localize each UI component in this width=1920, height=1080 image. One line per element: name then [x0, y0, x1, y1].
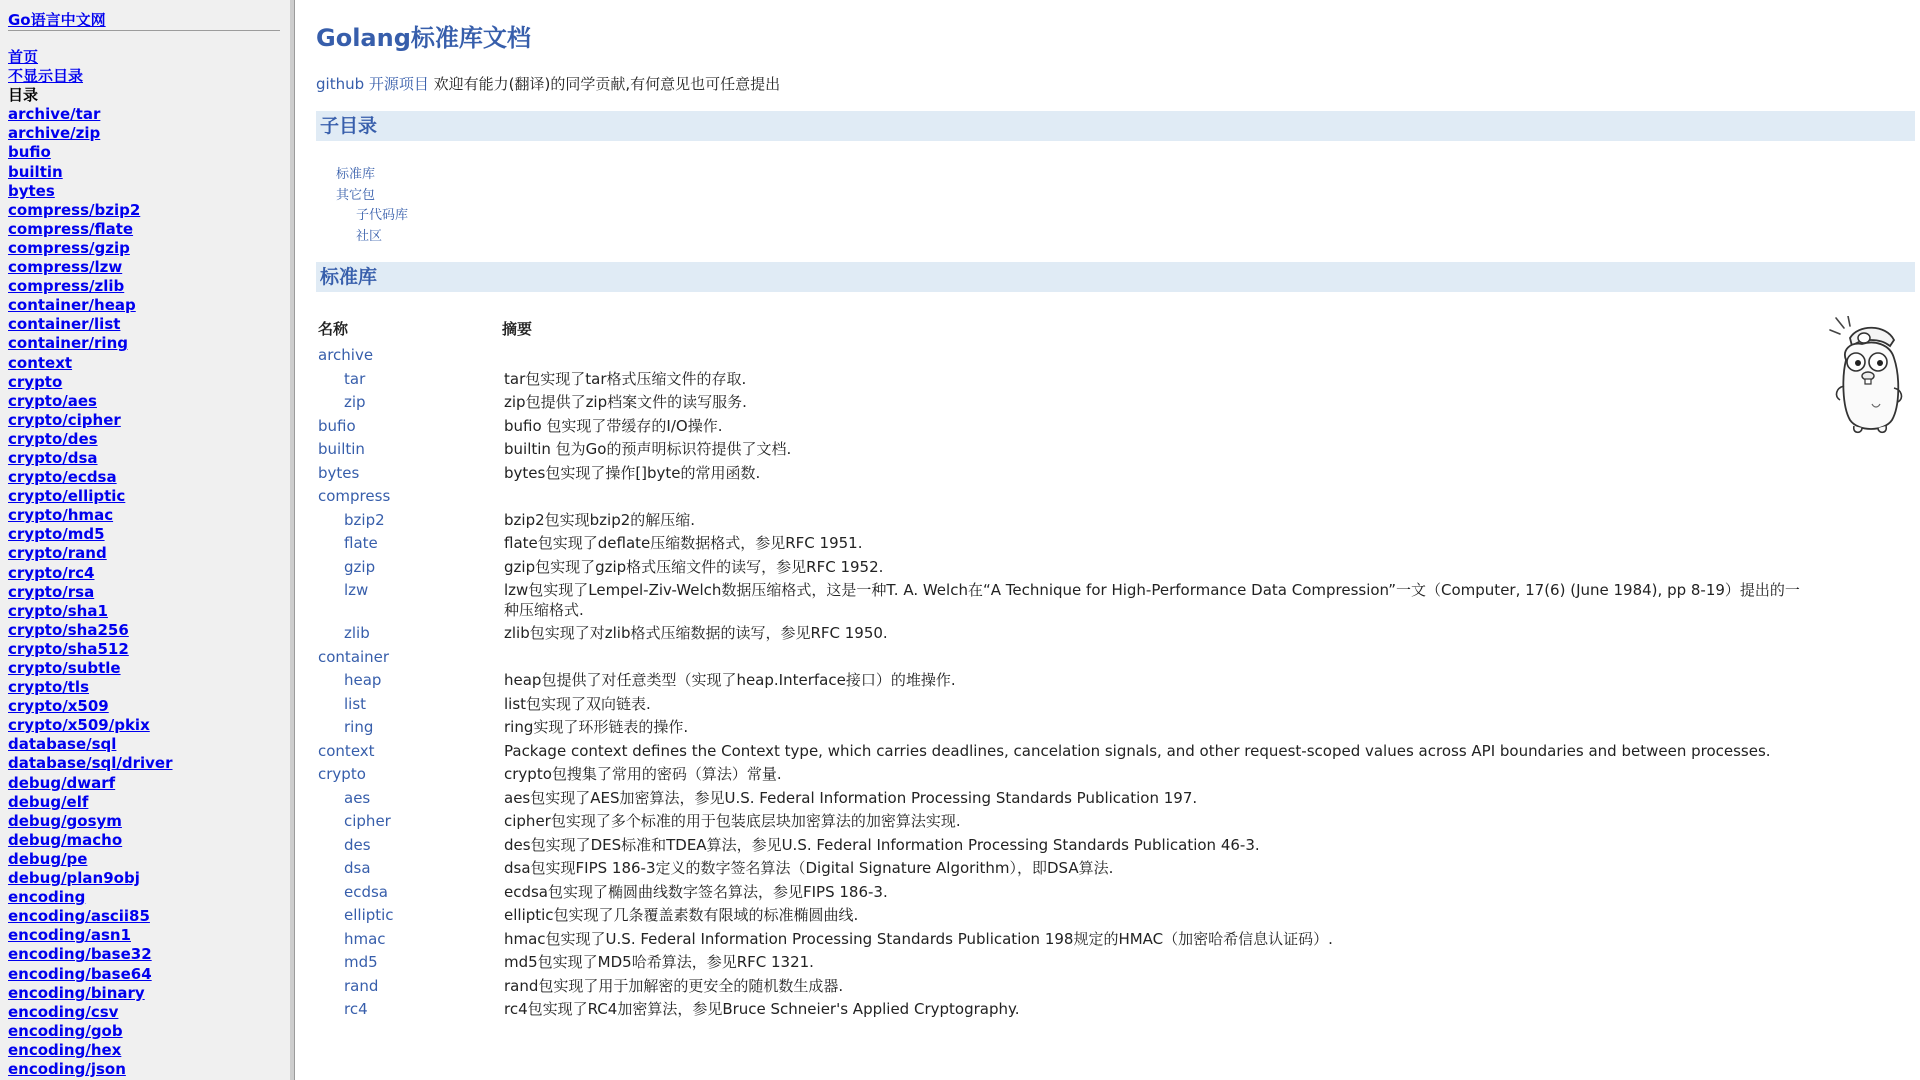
sidebar	[0, 0, 290, 1080]
toc-link[interactable]: 子代码库	[356, 208, 409, 223]
package-name-cell	[316, 741, 500, 765]
package-synopsis-cell: builtin 包为Go的预声明标识符提供了文档.	[504, 440, 792, 458]
sidebar-nav-item	[8, 907, 173, 926]
package-link[interactable]: elliptic	[344, 906, 394, 924]
package-name-cell	[316, 811, 500, 835]
sidebar-link[interactable]: compress/gzip	[8, 238, 130, 257]
package-link[interactable]: builtin	[318, 440, 365, 458]
package-name-cell	[316, 533, 500, 557]
table-row	[316, 788, 1816, 812]
table-row	[316, 345, 1816, 369]
package-name-cell	[316, 439, 500, 463]
sidebar-link[interactable]: crypto/cipher	[8, 410, 121, 429]
sidebar-nav-item	[8, 277, 173, 296]
table-row	[316, 486, 1816, 510]
sidebar-current-label: 目录	[8, 86, 39, 105]
sidebar-link[interactable]: builtin	[8, 162, 63, 181]
package-name-cell	[316, 510, 500, 534]
package-synopsis-cell: tar包实现了tar格式压缩文件的存取.	[504, 369, 747, 388]
package-link[interactable]: compress	[318, 487, 391, 505]
table-row	[316, 533, 1816, 557]
sidebar-nav-item	[8, 716, 173, 735]
table-row	[316, 580, 1816, 623]
sidebar-link[interactable]: database/sql	[8, 735, 117, 754]
package-link[interactable]: context	[318, 741, 375, 760]
package-link[interactable]: zip	[344, 393, 366, 411]
sidebar-nav-item	[8, 182, 173, 201]
sidebar-nav-item	[8, 487, 173, 506]
package-link[interactable]: tar	[344, 369, 366, 388]
package-link[interactable]: crypto	[318, 765, 366, 783]
package-link[interactable]: bytes	[318, 463, 360, 482]
stdlib-heading: 标准库	[320, 266, 378, 288]
table-row	[316, 929, 1816, 953]
sidebar-nav-item	[8, 945, 173, 964]
sidebar-link[interactable]: debug/plan9obj	[8, 869, 140, 888]
toc-item	[336, 206, 408, 227]
sidebar-link[interactable]: encoding/ascii85	[8, 907, 150, 926]
intro-description: 欢迎有能力(翻译)的同学贡献,有何意见也可任意提出	[428, 75, 781, 93]
sidebar-link[interactable]: debug/elf	[8, 792, 89, 811]
table-row	[316, 623, 1816, 647]
sidebar-nav-item	[8, 525, 173, 544]
subdir-heading: 子目录	[320, 115, 378, 137]
sidebar-link[interactable]: crypto/rsa	[8, 582, 95, 601]
package-name-cell	[316, 369, 500, 393]
sidebar-link[interactable]: crypto/sha256	[8, 620, 129, 639]
sidebar-nav-item	[8, 640, 173, 659]
package-link[interactable]: ecdsa	[344, 882, 389, 901]
package-name-cell	[316, 929, 500, 953]
package-name-cell	[316, 976, 500, 1000]
package-synopsis-cell: ring实现了环形链表的操作.	[504, 718, 689, 736]
package-synopsis-cell: aes包实现了AES加密算法，参见U.S. Federal Information Processing Standards Publication 197.	[504, 788, 1198, 807]
package-link[interactable]: md5	[344, 953, 378, 971]
sidebar-link[interactable]: 不显示目录	[8, 67, 84, 86]
package-name-cell	[316, 999, 500, 1023]
sidebar-link[interactable]: encoding/asn1	[8, 926, 131, 945]
package-synopsis-cell: list包实现了双向链表.	[504, 694, 651, 713]
package-synopsis-cell: bzip2包实现bzip2的解压缩.	[504, 510, 696, 529]
package-link[interactable]: container	[318, 647, 390, 666]
sidebar-link[interactable]: crypto/x509/pkix	[8, 716, 150, 735]
package-link[interactable]: bzip2	[344, 510, 385, 529]
sidebar-nav-item	[8, 564, 173, 583]
sidebar-nav-item	[8, 163, 173, 182]
package-name-cell	[316, 858, 500, 882]
package-synopsis-cell: cipher包实现了多个标准的用于包装底层块加密算法的加密算法实现.	[504, 812, 961, 830]
sidebar-link[interactable]: crypto/rand	[8, 544, 107, 563]
sidebar-link[interactable]: encoding/csv	[8, 1002, 119, 1021]
stdlib-section-header	[316, 262, 1915, 292]
sidebar-nav-item	[8, 869, 173, 888]
table-header-row	[316, 318, 1816, 345]
table-row	[316, 670, 1816, 694]
sidebar-nav	[8, 48, 173, 1079]
table-row	[316, 647, 1816, 671]
sidebar-link[interactable]: debug/gosym	[8, 811, 122, 830]
package-name-cell	[316, 882, 500, 906]
table-row	[316, 694, 1816, 718]
sidebar-link[interactable]: crypto/elliptic	[8, 487, 126, 506]
package-name-cell	[316, 952, 500, 976]
sidebar-nav-item	[8, 583, 173, 602]
table-row	[316, 976, 1816, 1000]
sidebar-nav-item	[8, 812, 173, 831]
package-link[interactable]: dsa	[344, 859, 371, 877]
sidebar-link[interactable]: encoding/json	[8, 1059, 126, 1078]
sidebar-nav-item	[8, 984, 173, 1003]
package-synopsis-cell	[500, 486, 1816, 510]
package-link[interactable]: lzw	[344, 581, 369, 599]
package-synopsis-cell: bufio 包实现了带缓存的I/O操作.	[504, 416, 723, 435]
package-name-cell	[316, 670, 500, 694]
toc-item	[336, 165, 408, 186]
package-link[interactable]: flate	[344, 534, 378, 552]
sidebar-link[interactable]: container/ring	[8, 334, 128, 353]
sidebar-link[interactable]: crypto/tls	[8, 678, 89, 697]
package-synopsis-cell: crypto包搜集了常用的密码（算法）常量.	[504, 765, 782, 783]
table-row	[316, 439, 1816, 463]
intro-text	[316, 73, 780, 94]
sidebar-link[interactable]: bytes	[8, 181, 55, 200]
sidebar-nav-item	[8, 506, 173, 525]
table-row	[316, 858, 1816, 882]
sidebar-link[interactable]: encoding/gob	[8, 1021, 123, 1040]
toc-link[interactable]: 社区	[356, 228, 383, 244]
package-link[interactable]: hmac	[344, 929, 386, 948]
package-name-cell	[316, 463, 500, 487]
sidebar-link[interactable]: compress/zlib	[8, 277, 125, 296]
sidebar-link[interactable]: debug/macho	[8, 830, 123, 849]
site-title-link[interactable]: Go语言中文网	[8, 11, 106, 29]
package-link[interactable]: des	[344, 835, 371, 854]
package-link[interactable]: zlib	[344, 624, 370, 642]
sidebar-nav-item	[8, 258, 173, 277]
sidebar-nav-item	[8, 334, 173, 353]
sidebar-nav-item	[8, 201, 173, 220]
package-link[interactable]: archive	[318, 346, 374, 364]
table-row	[316, 741, 1816, 765]
package-link[interactable]: cipher	[344, 812, 391, 830]
sidebar-nav-item	[8, 735, 173, 754]
table-row	[316, 463, 1816, 487]
table-row	[316, 764, 1816, 788]
table-row	[316, 557, 1816, 581]
subdir-section-header	[316, 111, 1915, 141]
package-link[interactable]: list	[344, 694, 367, 713]
package-synopsis-cell: dsa包实现FIPS 186-3定义的数字签名算法（Digital Signature Algorithm），即DSA算法.	[504, 859, 1114, 877]
sidebar-nav-item	[8, 315, 173, 334]
package-link[interactable]: heap	[344, 671, 382, 689]
package-synopsis-cell: Package context defines the Context type, which carries deadlines, cancelation signals, and other request-scoped values across API boundaries and between processes.	[504, 741, 1771, 760]
package-name-cell	[316, 694, 500, 718]
package-name-cell	[316, 580, 500, 623]
sidebar-nav-item	[8, 411, 173, 430]
sidebar-nav-item	[8, 621, 173, 640]
package-name-cell	[316, 486, 500, 510]
table-row	[316, 510, 1816, 534]
sidebar-link[interactable]: crypto/subtle	[8, 659, 121, 677]
package-synopsis-cell: ecdsa包实现了椭圆曲线数字签名算法，参见FIPS 186-3.	[504, 882, 888, 901]
package-synopsis-cell: zlib包实现了对zlib格式压缩数据的读写，参见RFC 1950.	[504, 624, 888, 642]
toc-link[interactable]: 其它包	[336, 187, 376, 203]
sidebar-link[interactable]: compress/flate	[8, 219, 134, 238]
table-row	[316, 882, 1816, 906]
toc-link[interactable]: 标准库	[336, 167, 376, 182]
package-synopsis-cell	[500, 345, 1816, 369]
sidebar-nav-item	[8, 888, 173, 907]
sidebar-link[interactable]: encoding/hex	[8, 1040, 122, 1059]
sidebar-link[interactable]: container/list	[8, 315, 121, 334]
package-name-cell	[316, 788, 500, 812]
sidebar-link[interactable]: archive/tar	[8, 105, 101, 124]
sidebar-nav-item	[8, 67, 173, 86]
package-synopsis-cell: rc4包实现了RC4加密算法，参见Bruce Schneier's Applied Cryptography.	[504, 1000, 1020, 1018]
package-name-cell	[316, 416, 500, 440]
github-project-link[interactable]: github 开源项目	[316, 75, 429, 93]
package-name-cell	[316, 647, 500, 671]
sidebar-nav-item	[8, 659, 173, 678]
sidebar-link[interactable]: 首页	[8, 48, 39, 66]
sidebar-nav-item	[8, 793, 173, 812]
package-synopsis-cell: lzw包实现了Lempel-Ziv-Welch数据压缩格式，这是一种T. A. Welch在“A Technique for High-Performance Data Compression”一文（Computer, 17(6) (June 1984), pp 8-19）提出的一种压缩格式.	[504, 581, 1800, 619]
sidebar-nav-item	[8, 239, 173, 258]
sidebar-nav-item	[8, 850, 173, 869]
sidebar-nav-item	[8, 220, 173, 239]
toc-item	[336, 186, 408, 207]
sidebar-link[interactable]: crypto/ecdsa	[8, 468, 117, 487]
package-synopsis-cell: rand包实现了用于加解密的更安全的随机数生成器.	[504, 976, 844, 995]
package-synopsis-cell	[500, 647, 1816, 671]
gopher-mascot-image	[1828, 316, 1908, 436]
sidebar-link[interactable]: crypto	[8, 372, 63, 391]
sidebar-nav-item	[8, 774, 173, 793]
package-link[interactable]: gzip	[344, 557, 376, 576]
sidebar-resize-handle[interactable]	[290, 0, 295, 1080]
sidebar-nav-item	[8, 354, 173, 373]
table-row	[316, 811, 1816, 835]
package-link[interactable]: rand	[344, 976, 379, 995]
sidebar-nav-item	[8, 449, 173, 468]
sidebar-link[interactable]: bufio	[8, 143, 51, 162]
package-synopsis-cell: bytes包实现了操作[]byte的常用函数.	[504, 463, 761, 482]
sidebar-nav-item	[8, 1003, 173, 1022]
package-name-cell	[316, 345, 500, 369]
sidebar-nav-item	[8, 678, 173, 697]
table-row	[316, 905, 1816, 929]
sidebar-nav-item	[8, 1041, 173, 1060]
sidebar-nav-item	[8, 697, 173, 716]
sidebar-link[interactable]: crypto/md5	[8, 525, 105, 544]
sidebar-nav-item	[8, 831, 173, 850]
sidebar-link[interactable]: crypto/dsa	[8, 448, 98, 467]
sidebar-nav-item	[8, 430, 173, 449]
sidebar-link[interactable]: encoding/base64	[8, 964, 152, 983]
package-name-cell	[316, 392, 500, 416]
package-synopsis-cell: zip包提供了zip档案文件的读写服务.	[504, 393, 747, 411]
sidebar-nav-item	[8, 373, 173, 392]
table-row	[316, 416, 1816, 440]
package-link[interactable]: bufio	[318, 416, 356, 435]
package-link[interactable]: ring	[344, 718, 374, 736]
sidebar-divider-line	[8, 30, 280, 31]
sidebar-link[interactable]: archive/zip	[8, 124, 101, 143]
package-synopsis-cell: des包实现了DES标准和TDEA算法，参见U.S. Federal Information Processing Standards Publication 46-3.	[504, 835, 1260, 854]
synopsis-column-header: 摘要	[502, 320, 533, 338]
sidebar-nav-item	[8, 926, 173, 945]
sidebar-link[interactable]: context	[8, 353, 73, 372]
table-row	[316, 835, 1816, 859]
sidebar-link[interactable]: crypto/hmac	[8, 506, 114, 525]
package-synopsis-cell: heap包提供了对任意类型（实现了heap.Interface接口）的堆操作.	[504, 671, 956, 689]
table-row	[316, 999, 1816, 1023]
sidebar-link[interactable]: crypto/sha512	[8, 639, 129, 658]
sidebar-link[interactable]: database/sql/driver	[8, 754, 173, 773]
package-link[interactable]: rc4	[344, 1000, 368, 1018]
sidebar-link[interactable]: container/heap	[8, 296, 136, 315]
name-column-header: 名称	[318, 320, 349, 338]
sidebar-link[interactable]: encoding/binary	[8, 983, 145, 1002]
package-link[interactable]: aes	[344, 788, 371, 807]
package-synopsis-cell: hmac包实现了U.S. Federal Information Processing Standards Publication 198规定的HMAC（加密哈希信息认证码）.	[504, 929, 1333, 948]
table-row	[316, 952, 1816, 976]
sidebar-link[interactable]: encoding	[8, 888, 86, 907]
package-name-cell	[316, 557, 500, 581]
sidebar-nav-item	[8, 1060, 173, 1079]
main-content	[316, 0, 1916, 1080]
package-synopsis-cell: gzip包实现了gzip格式压缩文件的读写，参见RFC 1952.	[504, 557, 884, 576]
sidebar-nav-item	[8, 105, 173, 124]
package-name-cell	[316, 764, 500, 788]
sidebar-nav-item	[8, 86, 173, 105]
sidebar-nav-item	[8, 296, 173, 315]
sidebar-nav-item	[8, 143, 173, 162]
table-row	[316, 392, 1816, 416]
sidebar-link[interactable]: debug/pe	[8, 849, 88, 868]
page-title: Golang标准库文档	[316, 24, 531, 52]
sidebar-link[interactable]: crypto/aes	[8, 391, 97, 410]
subdir-toc	[336, 165, 408, 247]
table-row	[316, 717, 1816, 741]
package-synopsis-cell: flate包实现了deflate压缩数据格式，参见RFC 1951.	[504, 534, 863, 552]
sidebar-link[interactable]: encoding/base32	[8, 945, 152, 964]
sidebar-nav-item	[8, 965, 173, 984]
sidebar-link[interactable]: compress/lzw	[8, 258, 123, 277]
sidebar-nav-item	[8, 124, 173, 143]
package-name-cell	[316, 717, 500, 741]
package-synopsis-cell: md5包实现了MD5哈希算法，参见RFC 1321.	[504, 953, 814, 971]
sidebar-link[interactable]: crypto/sha1	[8, 601, 108, 620]
sidebar-nav-item	[8, 544, 173, 563]
sidebar-nav-item	[8, 48, 173, 67]
package-synopsis-cell: elliptic包实现了几条覆盖素数有限域的标准椭圆曲线.	[504, 906, 859, 924]
sidebar-nav-item	[8, 392, 173, 411]
package-name-cell	[316, 905, 500, 929]
sidebar-link[interactable]: compress/bzip2	[8, 200, 141, 219]
package-name-cell	[316, 835, 500, 859]
sidebar-nav-item	[8, 1022, 173, 1041]
sidebar-nav-item	[8, 754, 173, 773]
sidebar-nav-item	[8, 602, 173, 621]
sidebar-nav-item	[8, 468, 173, 487]
sidebar-link[interactable]: debug/dwarf	[8, 773, 116, 792]
sidebar-link[interactable]: crypto/des	[8, 429, 98, 448]
toc-item	[336, 227, 408, 248]
package-name-cell	[316, 623, 500, 647]
sidebar-link[interactable]: crypto/rc4	[8, 563, 95, 582]
package-table	[316, 318, 1816, 1023]
sidebar-link[interactable]: crypto/x509	[8, 697, 109, 716]
table-row	[316, 369, 1816, 393]
